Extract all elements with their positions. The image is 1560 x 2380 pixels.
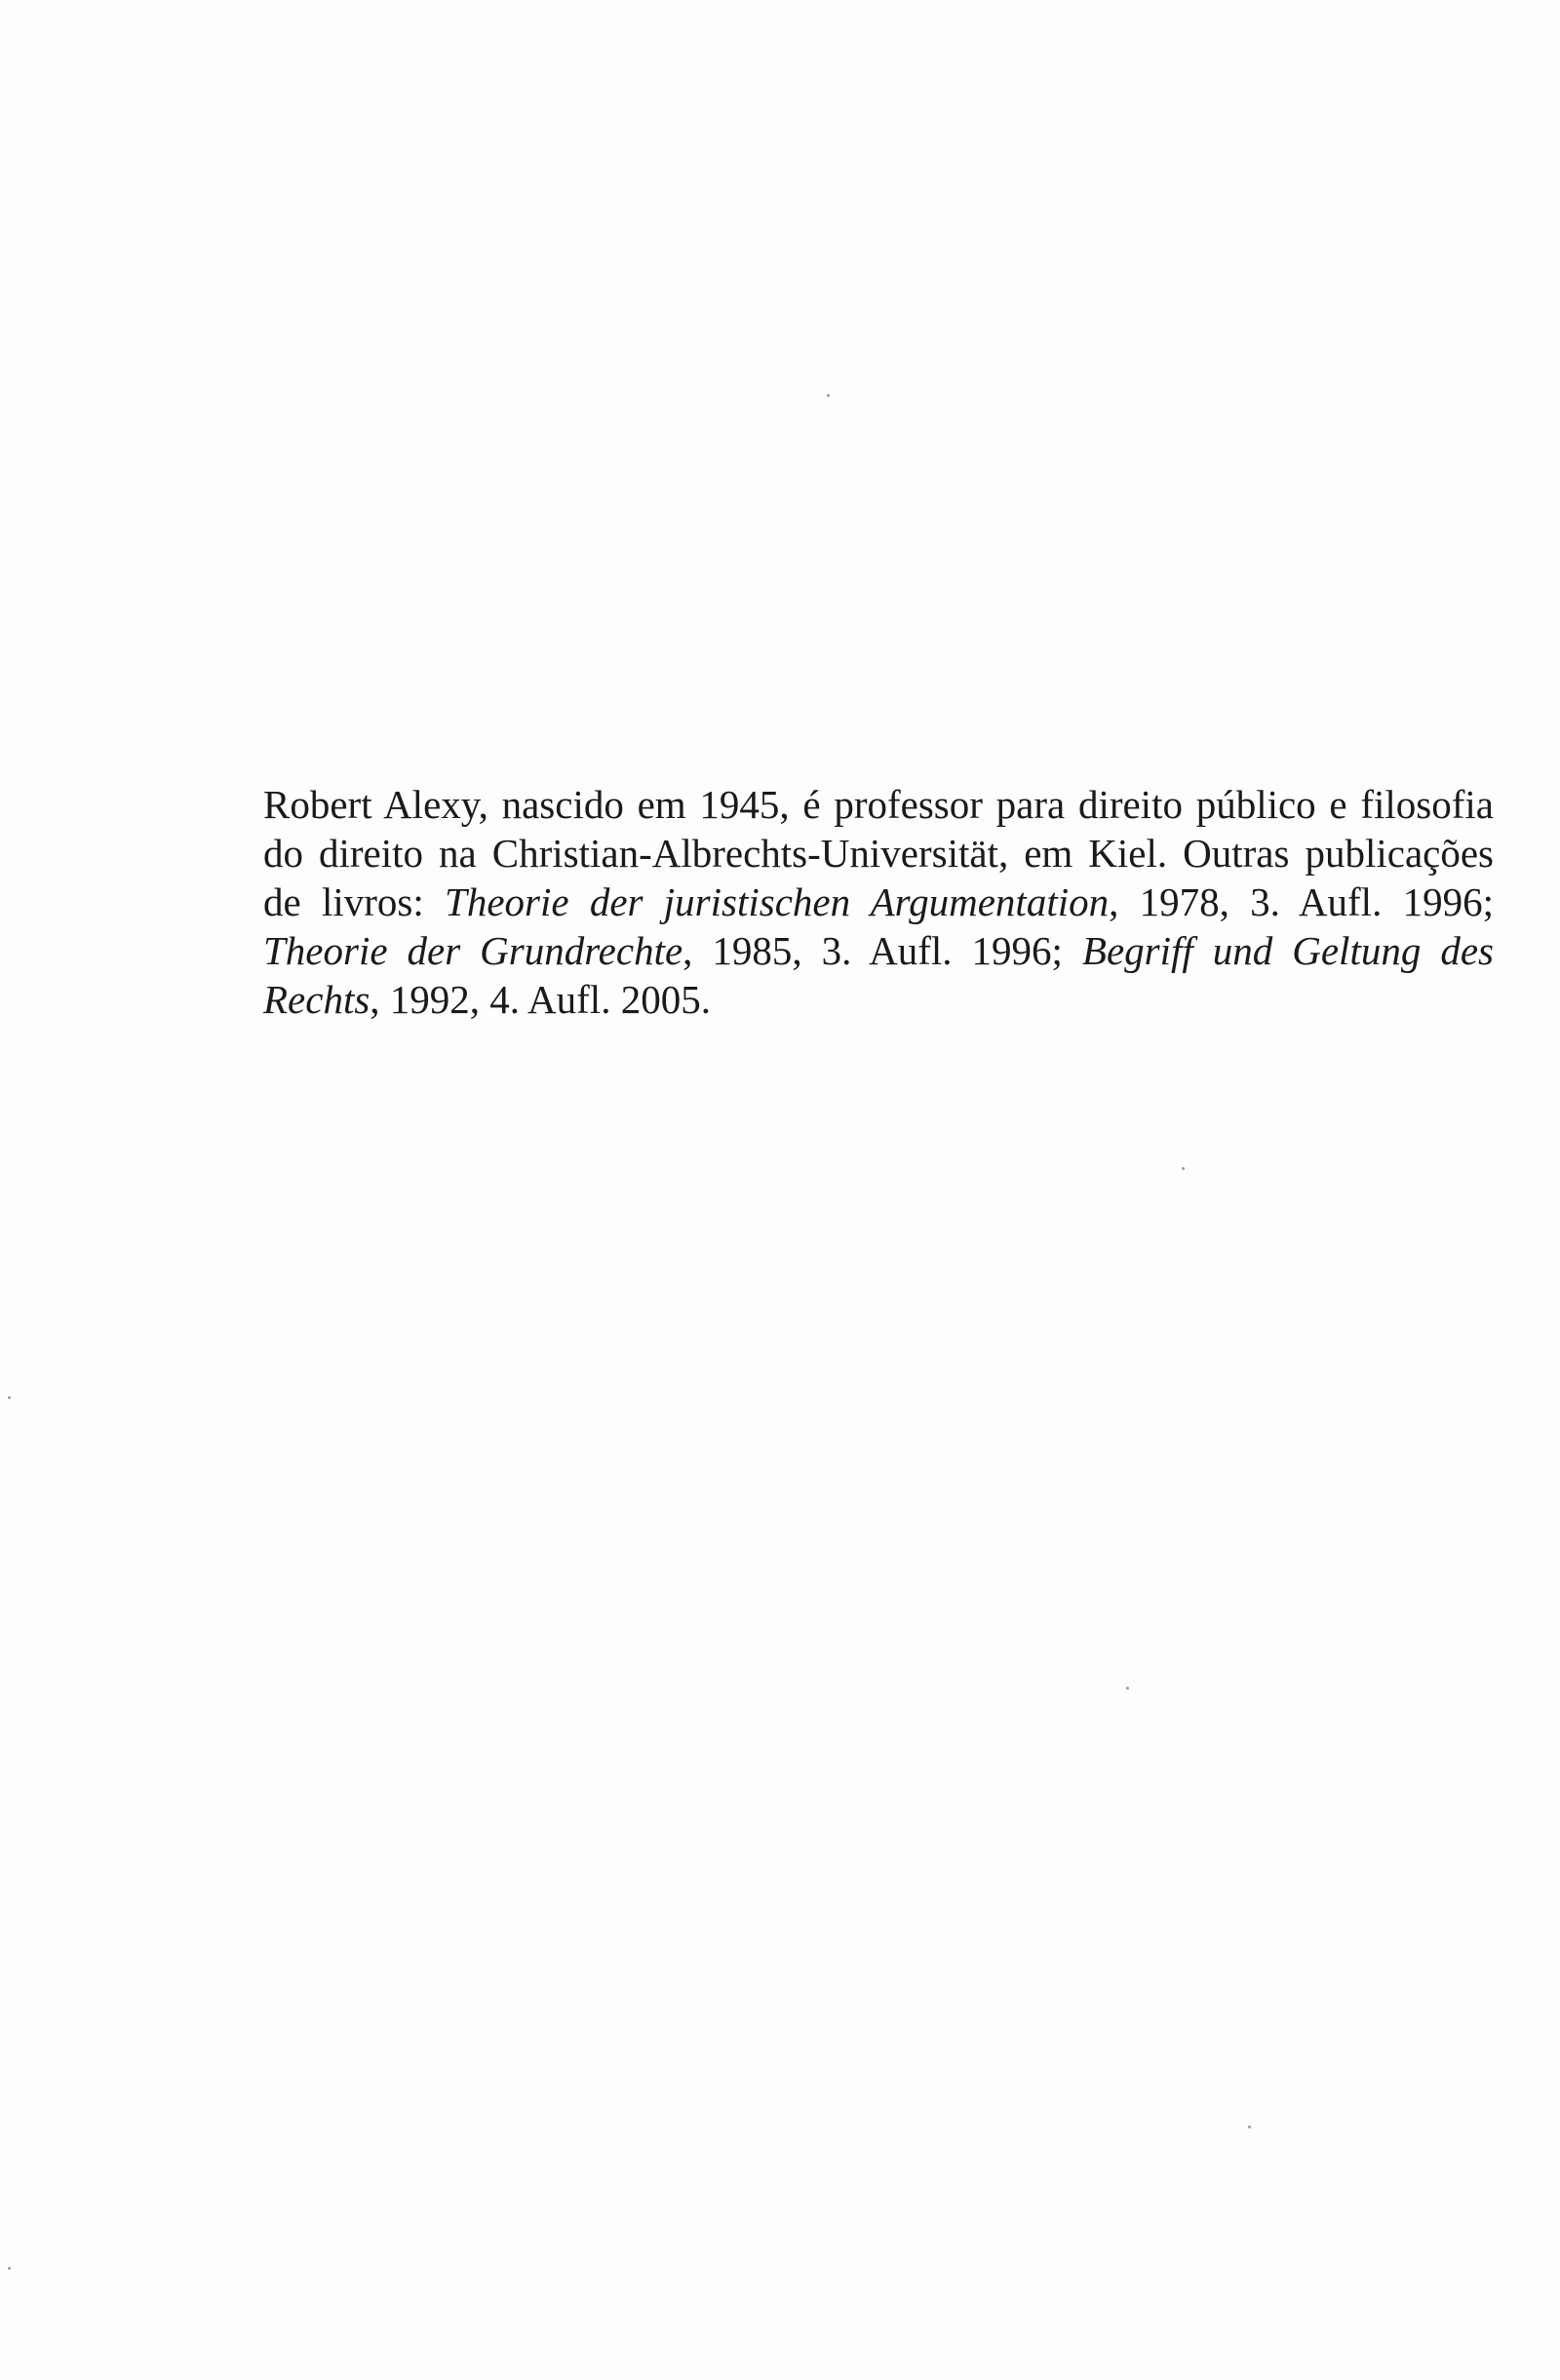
bio-text: , 1992, 4. Aufl. 2005. xyxy=(370,977,711,1022)
bio-line-3 xyxy=(263,878,1494,926)
bio-text: Robert Alexy, nascido em 1945, é professor para direito público e filosofia xyxy=(263,782,1494,827)
book-title: Theorie der juristischen Argumentation xyxy=(445,879,1110,924)
bio-line-4 xyxy=(263,926,1494,975)
bio-text: de livros: xyxy=(263,879,446,924)
paper-speck xyxy=(1126,1687,1129,1690)
bio-text: do direito na Christian-Albrechts-Universität, em Kiel. Outras publicações xyxy=(263,831,1494,876)
paper-speck xyxy=(827,394,830,397)
paper-speck xyxy=(8,2267,11,2270)
bio-line-5 xyxy=(263,975,1494,1024)
bio-text: , 1985, 3. Aufl. 1996; xyxy=(682,928,1082,973)
book-title: Rechts xyxy=(263,977,370,1022)
paper-speck xyxy=(1182,1167,1185,1170)
bio-text: , 1978, 3. Aufl. 1996; xyxy=(1109,879,1494,924)
paper-speck xyxy=(1248,2126,1251,2128)
book-title: Begriff und Geltung des xyxy=(1081,928,1494,973)
bio-line-1 xyxy=(263,780,1494,829)
author-biography xyxy=(263,780,1494,1024)
bio-line-2 xyxy=(263,829,1494,878)
paper-speck xyxy=(8,1396,11,1399)
book-title: Theorie der Grundrechte xyxy=(263,928,683,973)
